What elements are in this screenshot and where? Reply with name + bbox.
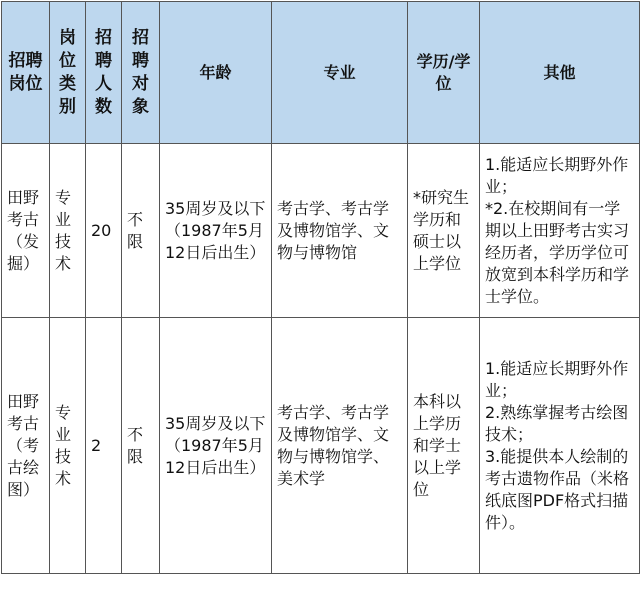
table-row [2,144,640,318]
cell-category: 专业技术 [50,318,86,574]
cell-degree: *研究生学历和硕士以上学位 [408,144,480,318]
table-header-row [2,2,640,144]
cell-other [480,144,640,318]
cell-count: 20 [86,144,122,318]
other-line: 1.能适应长期野外作业； [485,358,629,400]
cell-major: 考古学、考古学及博物馆学、文物与博物馆学、美术学 [272,318,408,574]
recruitment-table [1,1,640,574]
cell-degree: 本科以上学历和学士以上学位 [408,318,480,574]
header-major: 专业 [272,2,408,144]
header-category: 岗位类别 [50,2,86,144]
cell-target: 不限 [122,318,160,574]
header-degree: 学历/学位 [408,2,480,144]
other-line: 1.能适应长期野外作业； [485,154,629,196]
cell-age: 35周岁及以下（1987年5月12日后出生） [160,144,272,318]
table-row [2,318,640,574]
cell-major: 考古学、考古学及博物馆学、文物与博物馆 [272,144,408,318]
cell-age: 35周岁及以下（1987年5月12日后出生） [160,318,272,574]
header-position: 招聘岗位 [2,2,50,144]
cell-count: 2 [86,318,122,574]
cell-other [480,318,640,574]
header-age: 年龄 [160,2,272,144]
cell-target: 不限 [122,144,160,318]
other-line: *2.在校期间有一学期以上田野考古实习经历者，学历学位可放宽到本科学历和学士学位。 [485,198,630,306]
cell-category: 专业技术 [50,144,86,318]
header-target: 招聘对象 [122,2,160,144]
other-line: 3.能提供本人绘制的考古遗物作品（米格纸底图PDF格式扫描件）。 [485,446,630,532]
cell-position: 田野考古（发掘） [2,144,50,318]
cell-position: 田野考古（考古绘图） [2,318,50,574]
header-count: 招聘人数 [86,2,122,144]
other-line: 2.熟练掌握考古绘图技术； [485,402,629,444]
header-other: 其他 [480,2,640,144]
